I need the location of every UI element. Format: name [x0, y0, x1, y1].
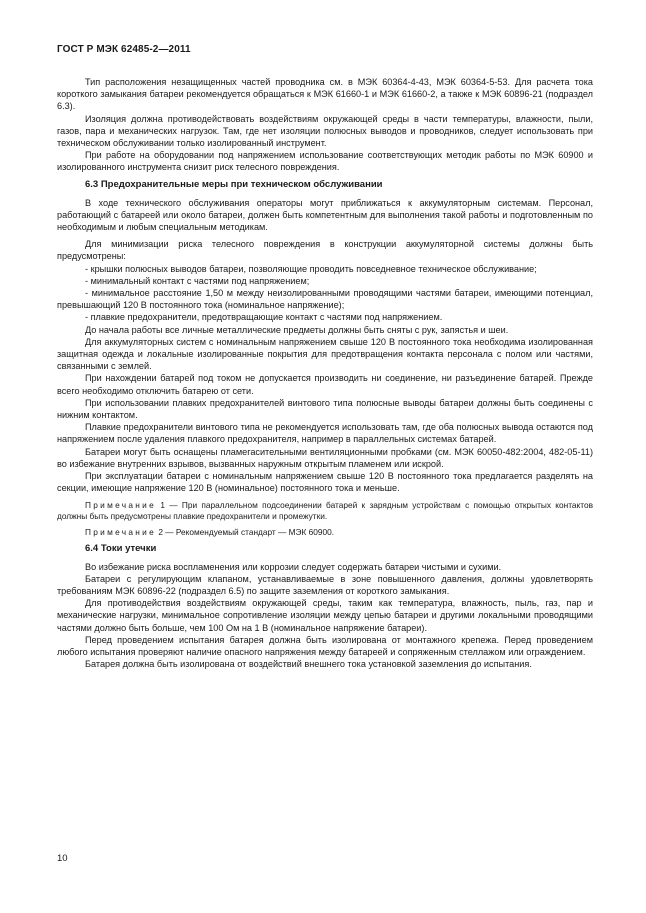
paragraph: При работе на оборудовании под напряжением использование соответствующих методик работы по МЭК 60900 и изолированного инструмента снизит риск телесного повреждения. [57, 150, 593, 173]
note-text: 1 — При параллельном подсоединении батарей к зарядным устройствам с помощью открытых контактов должны быть предусмотрены плавкие предохранители и промежутки. [57, 499, 593, 521]
list-item: - минимальный контакт с частями под напряжением; [85, 275, 310, 286]
list-item: - крышки полюсных выводов батареи, позволяющие проводить повседневное техническое обслуживание; [85, 263, 537, 274]
standard-header: ГОСТ Р МЭК 62485-2—2011 [57, 44, 191, 55]
paragraph: При эксплуатации батареи с номинальным напряжением свыше 120 В постоянного тока предлагается разделять на секции, имеющие напряжение 120 В (номинальное) постоянного тока и меньше. [57, 471, 593, 494]
note-2 [57, 527, 593, 538]
section-6-4-title: 6.4 Токи утечки [85, 542, 157, 554]
list-item: - плавкие предохранители, предотвращающие контакт с частями под напряжением. [85, 312, 443, 323]
paragraph: Батареи могут быть оснащены пламегасительными вентиляционными пробками (см. МЭК 60050-482:2004, 482-05-11) во избежание внутренних взрывов, вызванных наружным открытым пламенем или искрой. [57, 446, 593, 469]
paragraph: Для аккумуляторных систем с номинальным напряжением свыше 120 В постоянного тока необходима изолированная защитная одежда и локальные изолированные покрытия для предотвращения контакта персонала с полом или частями, связанными с землей. [57, 336, 593, 372]
note-text: 2 — Рекомендуемый стандарт — МЭК 60900. [156, 526, 335, 537]
paragraph: Батарея должна быть изолирована от воздействий внешнего тока установкой заземления до испытания. [85, 659, 532, 670]
paragraph: Изоляция должна противодействовать воздействиям окружающей среды в части температуры, влажности, пыли, газов, пара и механических нагрузок. Там, где нет изоляции полюсных выводов и проводников, следует использовать при техническом обслуживании только изолированный инструмент. [57, 113, 593, 149]
note-1 [57, 500, 593, 522]
paragraph: Для минимизации риска телесного повреждения в конструкции аккумуляторной системы должны быть предусмотрены: [57, 239, 593, 262]
paragraph: Тип расположения незащищенных частей проводника см. в МЭК 60364-4-43, МЭК 60364-5-53. Для расчета тока короткого замыкания батареи рекомендуется обращаться к МЭК 61660-1 и МЭК 61660-2, а также к МЭК 60896-21 (подраздел 6.3). [57, 77, 593, 112]
paragraph: До начала работы все личные металлические предметы должны быть сняты с рук, запястья и шеи. [85, 324, 509, 335]
paragraph: Во избежание риска воспламенения или коррозии следует содержать батареи чистыми и сухими. [85, 561, 502, 572]
paragraph: Плавкие предохранители винтового типа не рекомендуется использовать там, где оба полюсных вывода остаются под напряжением после удаления плавкого предохранителя, например в параллельных системах батарей. [57, 422, 593, 445]
section-6-3-title: 6.3 Предохранительные меры при техническом обслуживании [85, 178, 383, 190]
list-item: - минимальное расстояние 1,50 м между неизолированными проводящими частями батареи, имеющими потенциал, превышающий 120 В постоянного тока (номинальное напряжение); [57, 288, 593, 311]
note-label: Примечание [85, 526, 157, 537]
paragraph: Для противодействия воздействиям окружающей среды, таким как температура, влажность, пыль, газ, пар и механические нагрузки, минимальное сопротивление изоляции между цепью батареи и другими локальными проводящими частями должно быть больше, чем 100 Ом на 1 В (номинальное напряжение батареи). [57, 598, 593, 633]
paragraph: В ходе технического обслуживания операторы могут приближаться к аккумуляторным системам. Персонал, работающий с батареей или около батареи, должен быть компетентным для выполнения такой работы и подготовленным по необходимым и любым специальным методикам. [57, 197, 593, 233]
paragraph: При нахождении батарей под током не допускается производить ни соединение, ни разъединение батарей. Прежде всего необходимо отключить батарею от сети. [57, 373, 593, 396]
page-content [57, 76, 593, 670]
paragraph: Перед проведением испытания батарея должна быть изолирована от монтажного крепежа. Перед проведением любого испытания проверяют наличие опасного напряжения между батареей и сопряженным стеллажом или ограждением. [57, 634, 593, 657]
paragraph: Батареи с регулирующим клапаном, устанавливаемые в зоне повышенного давления, должны удовлетворять требованиям МЭК 60896-22 (подраздел 6.5) по защите заземления от короткого замыкания. [57, 573, 593, 596]
paragraph: При использовании плавких предохранителей винтового типа полюсные выводы батареи должны быть соединены с нижним контактом. [57, 397, 593, 421]
page-number: 10 [57, 853, 68, 864]
note-label: Примечание [85, 499, 157, 510]
